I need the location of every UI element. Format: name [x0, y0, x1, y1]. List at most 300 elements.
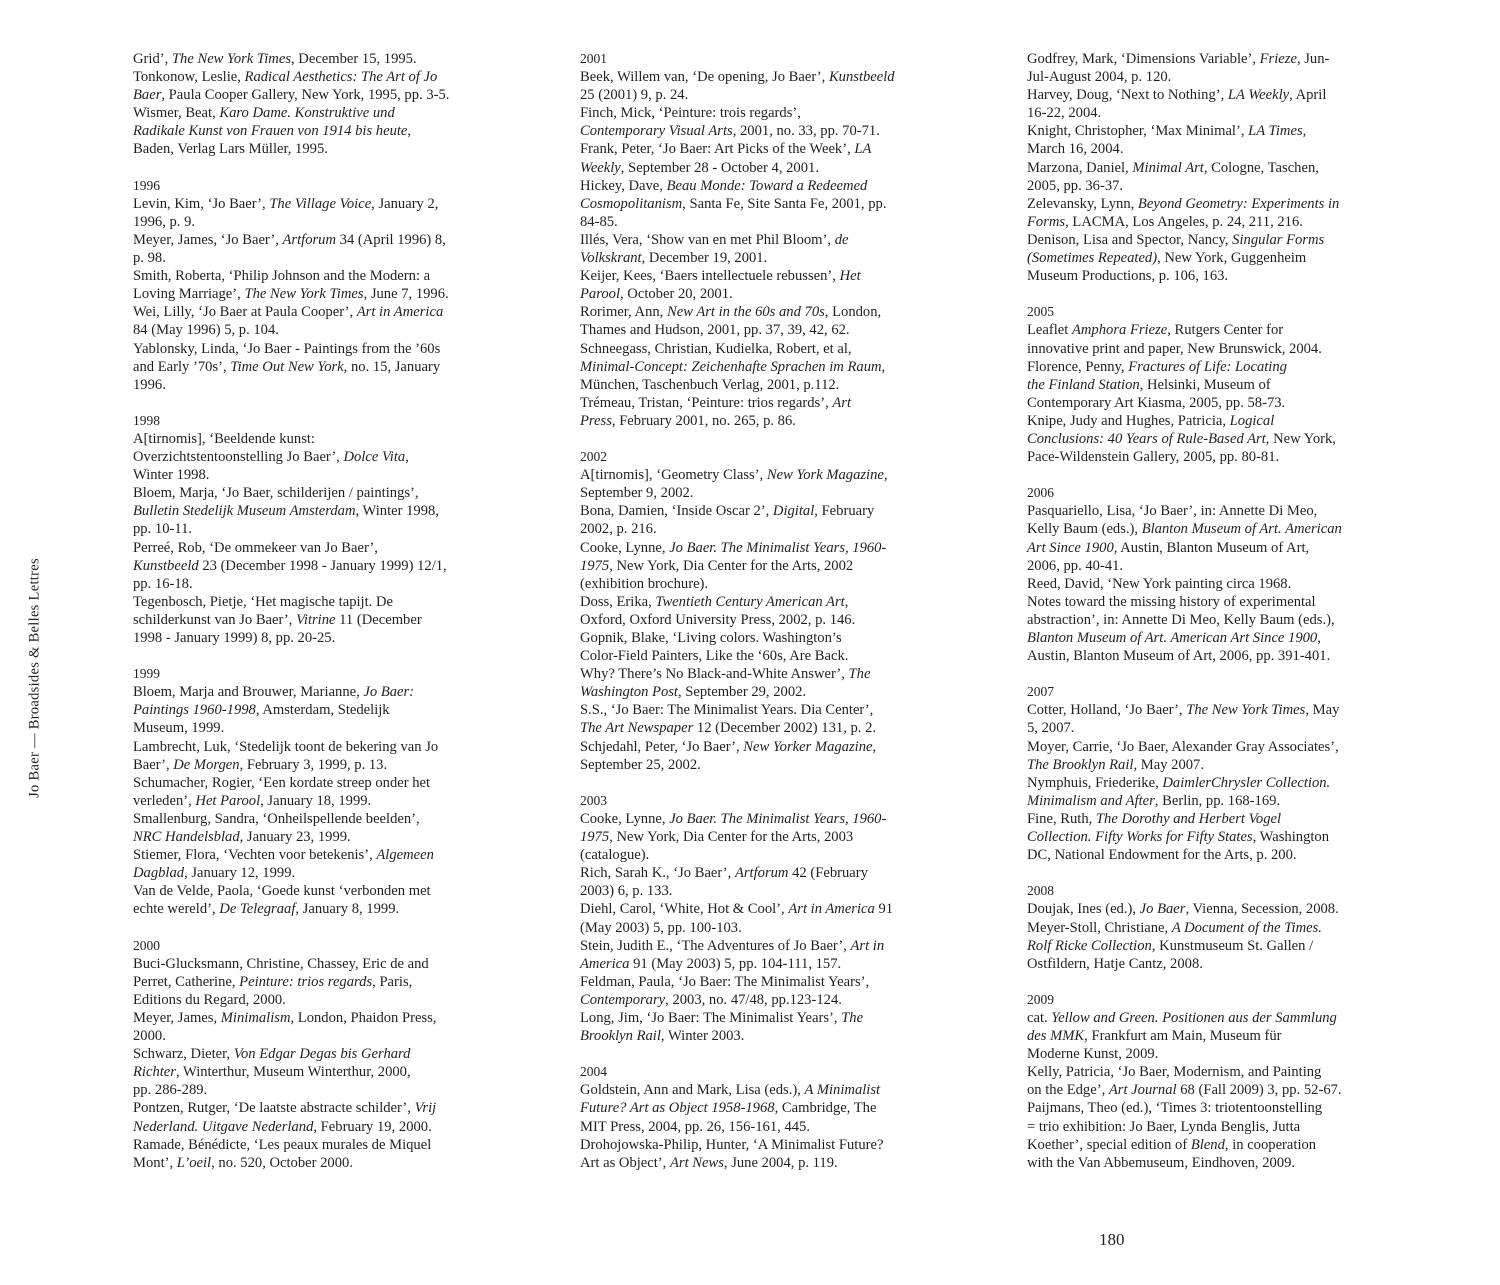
citation-line — [1027, 774, 1387, 792]
citation-text: Levin, Kim, ‘Jo Baer’, — [133, 195, 270, 212]
citation-title-italic: New Yorker Magazine — [743, 738, 873, 755]
citation-text: Hickey, Dave, — [580, 177, 667, 194]
citation-line — [133, 68, 493, 86]
citation-line — [1027, 231, 1387, 249]
citation-text: Diehl, Carol, ‘White, Hot & Cool’, — [580, 901, 789, 918]
bibliography-section — [1027, 882, 1387, 972]
citation-text: with the Van Abbemuseum, Eindhoven, 2009. — [1027, 1154, 1296, 1171]
citation-text: Cooke, Lynne, — [580, 810, 670, 827]
citation-text: , — [844, 593, 849, 610]
citation-line — [133, 719, 493, 737]
citation-line — [580, 756, 940, 774]
citation-title-italic: The — [848, 666, 871, 683]
citation-title-italic: Collection. Fifty Works for Fifty States — [1027, 829, 1253, 846]
citation-text: , May 2007. — [1133, 756, 1205, 773]
citation-text: Art as Object’, — [580, 1154, 670, 1171]
citation-line — [1027, 249, 1387, 267]
citation-text: Finch, Mick, ‘Peinture: trois regards’, — [580, 105, 801, 122]
citation-text: , Paula Cooper Gallery, New York, 1995, pp. 3-5. — [161, 87, 450, 104]
year-heading: 2001 — [580, 51, 607, 66]
citation-text: Frank, Peter, ‘Jo Baer: Art Picks of the Week’, — [580, 141, 855, 158]
citation-text: Perret, Catherine, — [133, 973, 240, 990]
citation-line — [580, 195, 940, 213]
citation-text: Illés, Vera, ‘Show van en met Phil Bloom’, — [580, 231, 835, 248]
citation-line — [133, 448, 493, 466]
citation-title-italic: DaimlerChrysler Collection. — [1162, 774, 1331, 791]
citation-line — [1027, 593, 1387, 611]
citation-text: 1996, p. 9. — [133, 213, 196, 230]
citation-text: , New York, Dia Center for the Arts, 2003 — [609, 829, 854, 846]
citation-text: Cotter, Holland, ‘Jo Baer’, — [1027, 702, 1187, 719]
citation-line — [133, 484, 493, 502]
citation-title-italic: Singular Forms — [1232, 231, 1325, 248]
citation-title-italic: LA — [854, 141, 872, 158]
bibliography-section — [580, 792, 940, 1045]
citation-text: , June 7, 1996. — [363, 286, 449, 303]
citation-text: Schneegass, Christian, Kudielka, Robert, et al, — [580, 340, 852, 357]
citation-line — [1027, 1009, 1387, 1027]
citation-text: , New York, Dia Center for the Arts, 2002 — [609, 557, 854, 574]
citation-line — [580, 900, 940, 918]
citation-line — [133, 900, 493, 918]
citation-title-italic: Art Journal — [1108, 1082, 1177, 1099]
citation-line — [133, 1118, 493, 1136]
citation-line — [580, 955, 940, 973]
citation-line — [580, 358, 940, 376]
citation-text: , December 15, 1995. — [291, 51, 417, 67]
citation-title-italic: New Art in the 60s and 70s — [666, 304, 825, 321]
citation-text: , — [1317, 630, 1321, 646]
citation-title-italic: Art News — [669, 1154, 724, 1171]
citation-line — [1027, 900, 1387, 918]
citation-line — [580, 466, 940, 484]
citation-title-italic: The New York Times — [1186, 702, 1306, 719]
citation-text: Museum, 1999. — [133, 720, 225, 737]
bibliography-section — [580, 448, 940, 774]
citation-text: Fine, Ruth, — [1027, 810, 1096, 827]
citation-title-italic: Kunstbeeld — [828, 69, 895, 86]
citation-line — [580, 539, 940, 557]
citation-text: Lambrecht, Luk, ‘Stedelijk toont de bekering van Jo — [133, 738, 439, 755]
citation-text: Leaflet — [1027, 322, 1072, 339]
citation-text: Ramade, Bénédicte, ‘Les peaux murales de Miquel — [133, 1136, 432, 1153]
citation-title-italic: Jo Baer — [1139, 901, 1186, 918]
citation-text: Zelevansky, Lynn, — [1027, 195, 1138, 212]
citation-text: , London, Phaidon Press, — [290, 1009, 437, 1026]
bibliography-section — [580, 1063, 940, 1172]
citation-title-italic: Het — [839, 268, 861, 285]
citation-title-italic: Minimalism — [220, 1009, 291, 1026]
citation-text: Meyer-Stoll, Christiane, — [1027, 919, 1172, 936]
citation-text: Moyer, Carrie, ‘Jo Baer, Alexander Gray Associates’, — [1027, 738, 1339, 755]
citation-text: , 2003, no. 47/48, pp.123-124. — [665, 991, 842, 1008]
citation-line — [1027, 1118, 1387, 1136]
citation-text: innovative print and paper, New Brunswick, 2004. — [1027, 340, 1322, 357]
year-heading: 2009 — [1027, 991, 1054, 1007]
citation-title-italic: 1975 — [580, 557, 610, 574]
citation-line — [1027, 701, 1387, 719]
citation-text: Notes toward the missing history of experimental — [1027, 593, 1316, 610]
citation-title-italic: De Telegraaf — [219, 901, 296, 918]
citation-line — [133, 195, 493, 213]
citation-text: (May 2003) 5, pp. 100-103. — [580, 919, 742, 936]
citation-text: Baer’, — [133, 756, 174, 773]
citation-line — [133, 466, 493, 484]
citation-text: Denison, Lisa and Spector, Nancy, — [1027, 231, 1233, 248]
citation-line — [1027, 140, 1387, 158]
citation-text: (catalogue). — [580, 847, 650, 864]
citation-title-italic: Kunstbeeld — [133, 557, 199, 574]
citation-line — [1027, 955, 1387, 973]
citation-text: A[tirnomis], ‘Geometry Class’, — [580, 467, 767, 484]
citation-text: DC, National Endowment for the Arts, p. 200. — [1027, 847, 1297, 864]
citation-title-italic: Logical — [1229, 412, 1275, 429]
citation-line — [580, 502, 940, 520]
year-heading: 2007 — [1027, 684, 1054, 700]
citation-text: Bloem, Marja and Brouwer, Marianne, — [133, 684, 364, 701]
citation-line — [133, 520, 493, 538]
citation-line — [133, 557, 493, 575]
citation-line — [580, 140, 940, 158]
citation-title-italic: Conclusions: 40 Years of Rule-Based Art — [1027, 430, 1266, 447]
citation-text: Grid’, — [133, 51, 172, 67]
citation-text: Van de Velde, Paola, ‘Goede kunst ‘verbonden met — [133, 883, 431, 900]
citation-text: , Austin, Blanton Museum of Art, — [1113, 539, 1310, 556]
citation-text: , Cologne, Taschen, — [1203, 159, 1319, 176]
citation-text: 1998 - January 1999) 8, pp. 20-25. — [133, 630, 336, 646]
citation-text: , January 8, 1999. — [295, 901, 400, 918]
citation-title-italic: Algemeen — [376, 847, 434, 864]
citation-text: March 16, 2004. — [1027, 141, 1124, 158]
citation-line — [133, 701, 493, 719]
citation-line — [1027, 719, 1387, 737]
citation-text: Beek, Willem van, ‘De opening, Jo Baer’, — [580, 69, 829, 86]
citation-text: Buci-Glucksmann, Christine, Chassey, Eric de and — [133, 955, 429, 972]
citation-line — [1027, 340, 1387, 358]
citation-text: MIT Press, 2004, pp. 26, 156-161, 445. — [580, 1118, 810, 1135]
citation-line — [1027, 321, 1387, 339]
citation-text: , — [881, 358, 886, 375]
citation-line — [1027, 738, 1387, 756]
citation-text: , December 19, 2001. — [641, 250, 768, 267]
citation-text: , LACMA, Los Angeles, p. 24, 211, 216. — [1065, 213, 1303, 230]
citation-title-italic: The Village Voice — [269, 195, 372, 212]
citation-line — [133, 1136, 493, 1154]
citation-text: 1996. — [133, 376, 166, 393]
bibliography-section — [133, 50, 493, 159]
citation-text: , September 29, 2002. — [677, 684, 807, 701]
citation-text: , May — [1305, 702, 1340, 719]
citation-line — [133, 629, 493, 647]
citation-line — [580, 267, 940, 285]
citation-title-italic: Rolf Ricke Collection — [1027, 937, 1152, 954]
citation-line — [580, 231, 940, 249]
citation-line — [580, 303, 940, 321]
citation-line — [133, 593, 493, 611]
citation-line — [580, 1136, 940, 1154]
citation-line — [580, 484, 940, 502]
citation-title-italic: Bulletin Stedelijk Museum Amsterdam — [133, 503, 356, 520]
citation-text: = trio exhibition: Jo Baer, Lynda Benglis, Jutta — [1027, 1118, 1301, 1135]
citation-text: 2006, pp. 40-41. — [1027, 557, 1124, 574]
citation-text: 2005, pp. 36-37. — [1027, 177, 1124, 194]
citation-text: Feldman, Paula, ‘Jo Baer: The Minimalist Years’, — [580, 973, 870, 990]
citation-line — [580, 68, 940, 86]
citation-text: Jul-August 2004, p. 120. — [1027, 69, 1172, 86]
citation-text: 34 (April 1996) 8, — [336, 231, 446, 248]
citation-text: , February 2001, no. 265, p. 86. — [611, 412, 796, 429]
citation-text: , Jun- — [1296, 51, 1330, 67]
citation-title-italic: The Art Newspaper — [580, 720, 694, 737]
citation-title-italic: Digital — [772, 503, 815, 520]
citation-text: Perreé, Rob, ‘De ommekeer van Jo Baer’, — [133, 539, 378, 556]
citation-text: Museum Productions, p. 106, 163. — [1027, 268, 1229, 285]
citation-title-italic: The Dorothy and Herbert Vogel — [1095, 810, 1282, 827]
citation-title-italic: Brooklyn Rail — [580, 1028, 661, 1045]
citation-line — [1027, 412, 1387, 430]
citation-text: Pace-Wildenstein Gallery, 2005, pp. 80-81. — [1027, 449, 1280, 466]
citation-title-italic: Weekly — [580, 159, 621, 176]
citation-text: Marzona, Daniel, — [1027, 159, 1133, 176]
citation-text: Knipe, Judy and Hughes, Patricia, — [1027, 412, 1230, 429]
citation-line — [580, 321, 940, 339]
citation-text: München, Taschenbuch Verlag, 2001, p.112. — [580, 376, 840, 393]
citation-title-italic: Minimal-Concept: Zeichenhafte Sprachen im Raum — [580, 358, 882, 375]
year-heading: 1999 — [133, 666, 160, 682]
citation-text: 2003) 6, p. 133. — [580, 883, 673, 900]
citation-line — [133, 991, 493, 1009]
citation-title-italic: Richter — [133, 1064, 176, 1081]
citation-line — [1027, 358, 1387, 376]
citation-title-italic: Jo Baer: — [363, 684, 415, 701]
citation-text: 16-22, 2004. — [1027, 105, 1102, 122]
citation-text: Stiemer, Flora, ‘Vechten voor betekenis’, — [133, 847, 377, 864]
citation-title-italic: L’oeil — [176, 1154, 212, 1171]
citation-title-italic: The Brooklyn Rail — [1027, 756, 1134, 773]
citation-line — [580, 593, 940, 611]
citation-line — [580, 104, 940, 122]
citation-text: Wei, Lilly, ‘Jo Baer at Paula Cooper’, — [133, 304, 357, 321]
year-heading: 2008 — [1027, 883, 1054, 899]
citation-title-italic: (Sometimes Repeated) — [1027, 250, 1158, 267]
citation-text: Trémeau, Tristan, ‘Peinture: trios regards’, — [580, 394, 833, 411]
citation-text: pp. 286-289. — [133, 1082, 208, 1099]
citation-line — [133, 122, 493, 140]
citation-line — [580, 1081, 940, 1099]
citation-title-italic: Fractures of Life: Locating — [1128, 358, 1287, 375]
citation-line — [580, 575, 940, 593]
bibliography-section — [1027, 50, 1387, 285]
citation-line — [133, 683, 493, 701]
citation-title-italic: LA Weekly — [1227, 87, 1290, 104]
citation-text: Reed, David, ‘New York painting circa 1968. — [1027, 575, 1292, 592]
citation-text: , — [1302, 123, 1307, 140]
citation-title-italic: Frieze — [1259, 51, 1297, 67]
citation-text: Rich, Sarah K., ‘Jo Baer’, — [580, 865, 735, 882]
citation-title-italic: Contemporary — [580, 991, 666, 1008]
citation-line — [1027, 1081, 1387, 1099]
citation-title-italic: Jo Baer. The Minimalist Years, 1960- — [669, 539, 887, 556]
citation-text: September 9, 2002. — [580, 485, 694, 502]
citation-text: Bona, Damien, ‘Inside Oscar 2’, — [580, 503, 773, 520]
citation-line — [580, 122, 940, 140]
citation-title-italic: Minimal Art — [1132, 159, 1204, 176]
citation-line — [133, 104, 493, 122]
citation-title-italic: Blanton Museum of Art. American Art Since 1900 — [1027, 630, 1318, 646]
citation-title-italic: Karo Dame. Konstruktive und — [219, 105, 395, 122]
citation-line — [1027, 1154, 1387, 1172]
citation-title-italic: Twentieth Century American Art — [655, 593, 845, 610]
citation-text: 91 (May 2003) 5, pp. 104-111, 157. — [629, 955, 842, 972]
citation-text: p. 98. — [133, 250, 166, 267]
citation-text: Meyer, James, ‘Jo Baer’, — [133, 231, 283, 248]
citation-line — [133, 756, 493, 774]
citation-line — [133, 792, 493, 810]
citation-title-italic: Press — [580, 412, 612, 429]
citation-title-italic: Radikale Kunst von Frauen von 1914 bis heute — [133, 123, 408, 140]
citation-title-italic: A Minimalist — [804, 1082, 881, 1099]
citation-text: Tonkonow, Leslie, — [133, 69, 245, 86]
citation-text: 91 — [874, 901, 894, 918]
citation-title-italic: Radical Aesthetics: The Art of Jo — [244, 69, 438, 86]
citation-title-italic: Art in — [850, 937, 885, 954]
citation-text: , Rutgers Center for — [1167, 322, 1284, 339]
citation-line — [1027, 68, 1387, 86]
citation-text: Moderne Kunst, 2009. — [1027, 1046, 1159, 1063]
citation-title-italic: New York Magazine — [766, 467, 884, 484]
citation-text: , Santa Fe, Site Santa Fe, 2001, pp. — [682, 195, 887, 212]
year-heading: 1998 — [133, 412, 160, 428]
citation-title-italic: Het Parool — [195, 792, 261, 809]
citation-text: Smith, Roberta, ‘Philip Johnson and the Modern: a — [133, 268, 431, 285]
citation-text: Contemporary Art Kiasma, 2005, pp. 58-73. — [1027, 394, 1286, 411]
citation-title-italic: LA Times — [1248, 123, 1303, 140]
citation-text: , January 2, — [371, 195, 439, 212]
citation-text: , — [872, 738, 877, 755]
citation-line — [1027, 611, 1387, 629]
citation-title-italic: Paintings 1960-1998 — [133, 702, 256, 719]
citation-line — [1027, 50, 1387, 68]
bibliography-section — [1027, 303, 1387, 466]
citation-line — [1027, 159, 1387, 177]
citation-title-italic: Nederland. Uitgave Nederland — [133, 1118, 314, 1135]
citation-line — [133, 285, 493, 303]
citation-text: Meyer, James, — [133, 1009, 221, 1026]
citation-line — [133, 539, 493, 557]
citation-text: , New York, Guggenheim — [1157, 250, 1307, 267]
citation-line — [133, 1045, 493, 1063]
citation-line — [580, 340, 940, 358]
citation-title-italic: de — [834, 231, 849, 248]
citation-text: Schumacher, Rogier, ‘Een kordate streep onder het — [133, 774, 431, 791]
citation-text: Loving Marriage’, — [133, 286, 245, 303]
citation-line — [1027, 86, 1387, 104]
citation-text: Drohojowska-Philip, Hunter, ‘A Minimalist Future? — [580, 1136, 884, 1153]
citation-line — [580, 701, 940, 719]
citation-line — [580, 1027, 940, 1045]
citation-line — [133, 86, 493, 104]
citation-text: Doss, Erika, — [580, 593, 656, 610]
citation-line — [1027, 810, 1387, 828]
citation-line — [580, 1009, 940, 1027]
citation-line — [1027, 629, 1387, 647]
citation-text: , April — [1289, 87, 1327, 104]
year-heading: 1996 — [133, 177, 160, 193]
citation-text: echte wereld’, — [133, 901, 220, 918]
citation-line — [1027, 539, 1387, 557]
citation-text: Stein, Judith E., ‘The Adventures of Jo Baer’, — [580, 937, 851, 954]
citation-line — [580, 738, 940, 756]
citation-line — [580, 412, 940, 430]
citation-text: , London, — [824, 304, 882, 321]
citation-text: Schwarz, Dieter, — [133, 1046, 234, 1063]
citation-line — [580, 557, 940, 575]
citation-line — [580, 177, 940, 195]
citation-text: Keijer, Kees, ‘Baers intellectuele rebussen’, — [580, 268, 840, 285]
citation-title-italic: the Finland Station — [1027, 376, 1140, 393]
citation-line — [1027, 575, 1387, 593]
citation-line — [580, 882, 940, 900]
citation-text: Why? There’s No Black-and-White Answer’, — [580, 666, 849, 683]
citation-line — [580, 937, 940, 955]
citation-text: , Winter 2003. — [660, 1028, 745, 1045]
year-heading: 2002 — [580, 449, 607, 465]
citation-text: , June 2004, p. 119. — [723, 1154, 838, 1171]
citation-title-italic: Future? Art as Object 1958-1968 — [580, 1100, 775, 1117]
citation-line — [580, 647, 940, 665]
citation-title-italic: America — [580, 955, 630, 972]
citation-title-italic: Parool — [580, 286, 620, 303]
citation-text: Kelly, Patricia, ‘Jo Baer, Modernism, and Painting — [1027, 1064, 1322, 1081]
citation-line — [133, 340, 493, 358]
citation-text: 2000. — [133, 1028, 166, 1045]
citation-line — [1027, 177, 1387, 195]
citation-text: , New York, — [1265, 430, 1336, 447]
citation-line — [133, 846, 493, 864]
citation-text: Smallenburg, Sandra, ‘Onheilspellende beelden’, — [133, 810, 420, 827]
citation-text: pp. 10-11. — [133, 521, 193, 538]
citation-text: verleden’, — [133, 792, 196, 809]
citation-title-italic: Beyond Geometry: Experiments in — [1137, 195, 1340, 212]
citation-text: Florence, Penny, — [1027, 358, 1129, 375]
citation-text: Overzichtstentoonstelling Jo Baer’, — [133, 449, 344, 466]
citation-line — [1027, 376, 1387, 394]
citation-title-italic: Beau Monde: Toward a Redeemed — [666, 177, 868, 194]
citation-text: cat. — [1027, 1009, 1052, 1026]
citation-title-italic: Von Edgar Degas bis Gerhard — [233, 1046, 411, 1063]
citation-text: , October 20, 2001. — [620, 286, 733, 303]
citation-text: Color-Field Painters, Like the ‘60s, Are Back. — [580, 648, 849, 665]
citation-title-italic: NRC Handelsblad — [133, 829, 240, 846]
citation-title-italic: Art Since 1900 — [1027, 539, 1114, 556]
citation-title-italic: 1975 — [580, 829, 610, 846]
citation-title-italic: Time Out New York — [230, 358, 344, 375]
citation-line — [133, 1063, 493, 1081]
citation-text: 11 (December — [335, 611, 422, 628]
citation-title-italic: Vrij — [414, 1100, 437, 1117]
citation-text: 23 (December 1998 - January 1999) 12/1, — [198, 557, 447, 574]
citation-title-italic: des MMK — [1027, 1028, 1085, 1045]
citation-line — [580, 86, 940, 104]
citation-title-italic: Cosmopolitanism — [580, 195, 683, 212]
citation-text: Winter 1998. — [133, 467, 210, 484]
citation-title-italic: De Morgen — [173, 756, 240, 773]
citation-line — [580, 973, 940, 991]
citation-line — [580, 213, 940, 231]
citation-text: 25 (2001) 9, p. 24. — [580, 87, 689, 104]
citation-text: schilderkunst van Jo Baer’, — [133, 611, 297, 628]
citation-title-italic: The — [841, 1009, 864, 1026]
